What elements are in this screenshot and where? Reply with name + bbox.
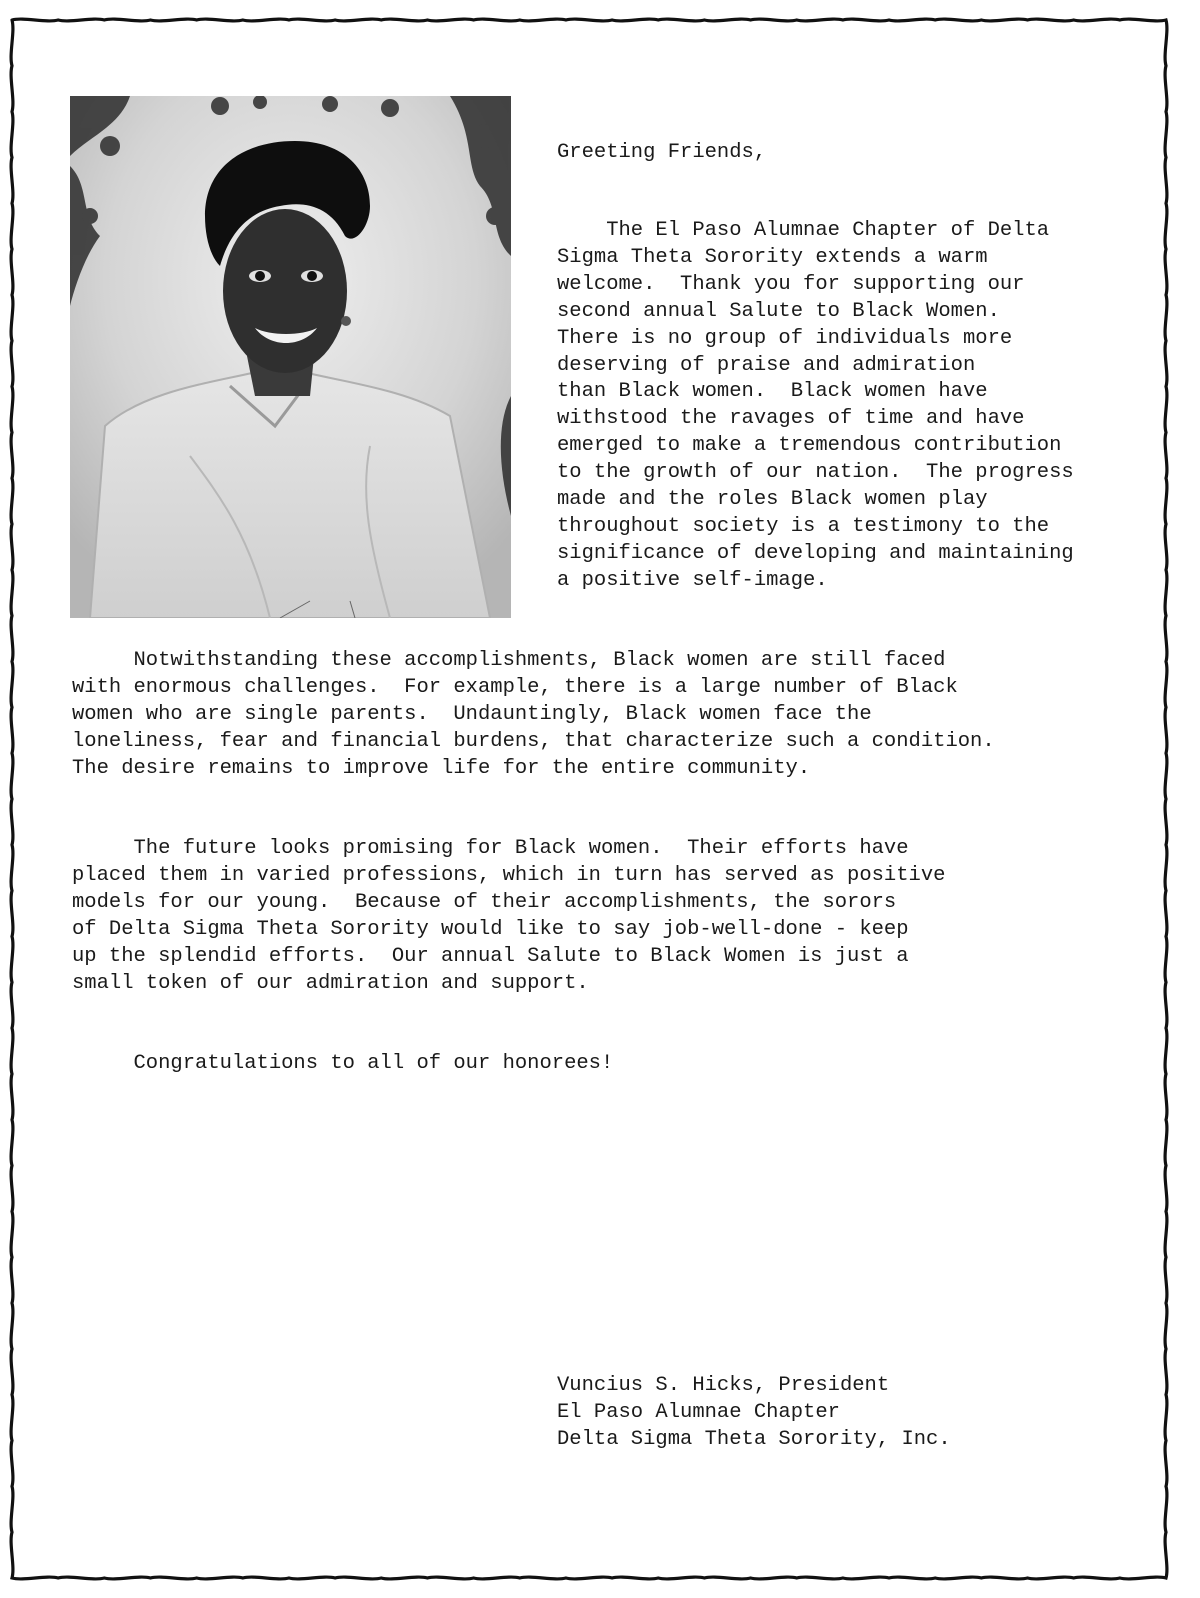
closing-line: Congratulations to all of our honorees! [72, 1052, 614, 1075]
text-line: up the splendid efforts. Our annual Salute to Black Women is just a [72, 944, 909, 968]
text-line: of Delta Sigma Theta Sorority would like to say job-well-done - keep [72, 917, 909, 941]
text-line: women who are single parents. Undauntingly, Black women face the [72, 702, 872, 726]
greeting-line: Greeting Friends, [557, 141, 767, 164]
text-line: There is no group of individuals more [557, 326, 1013, 350]
intro-paragraph [557, 218, 1074, 595]
future-paragraph [72, 836, 945, 997]
text-line: throughout society is a testimony to the [557, 514, 1050, 538]
text-line: significance of developing and maintaining [557, 541, 1074, 565]
signature-block [557, 1373, 951, 1454]
text-line: withstood the ravages of time and have [557, 407, 1025, 431]
text-line: The future looks promising for Black women. Their efforts have [72, 837, 909, 860]
text-line: loneliness, fear and financial burdens, that characterize such a condition. [72, 729, 995, 753]
signer-organization: Delta Sigma Theta Sorority, Inc. [557, 1427, 951, 1451]
text-line: placed them in varied professions, which in turn has served as positive [72, 863, 946, 887]
text-line: welcome. Thank you for supporting our [557, 272, 1025, 296]
signer-name: Vuncius S. Hicks, President [557, 1374, 890, 1397]
text-line: a positive self-image. [557, 568, 828, 592]
text-line: Notwithstanding these accomplishments, Black women are still faced [72, 649, 946, 672]
text-line: than Black women. Black women have [557, 380, 988, 404]
portrait-photo [70, 96, 511, 618]
text-line: The El Paso Alumnae Chapter of Delta [557, 219, 1050, 242]
text-line: second annual Salute to Black Women. [557, 299, 1000, 323]
text-line: Sigma Theta Sorority extends a warm [557, 245, 988, 269]
challenges-paragraph [72, 648, 995, 783]
text-line: The desire remains to improve life for the entire community. [72, 756, 811, 780]
text-line: with enormous challenges. For example, there is a large number of Black [72, 675, 958, 699]
text-line: models for our young. Because of their accomplishments, the sorors [72, 890, 897, 914]
text-line: deserving of praise and admiration [557, 353, 976, 377]
text-line: to the growth of our nation. The progress [557, 461, 1074, 485]
text-line: small token of our admiration and support. [72, 971, 589, 995]
signer-chapter: El Paso Alumnae Chapter [557, 1400, 840, 1424]
text-line: emerged to make a tremendous contribution [557, 434, 1062, 458]
text-line: made and the roles Black women play [557, 488, 988, 512]
